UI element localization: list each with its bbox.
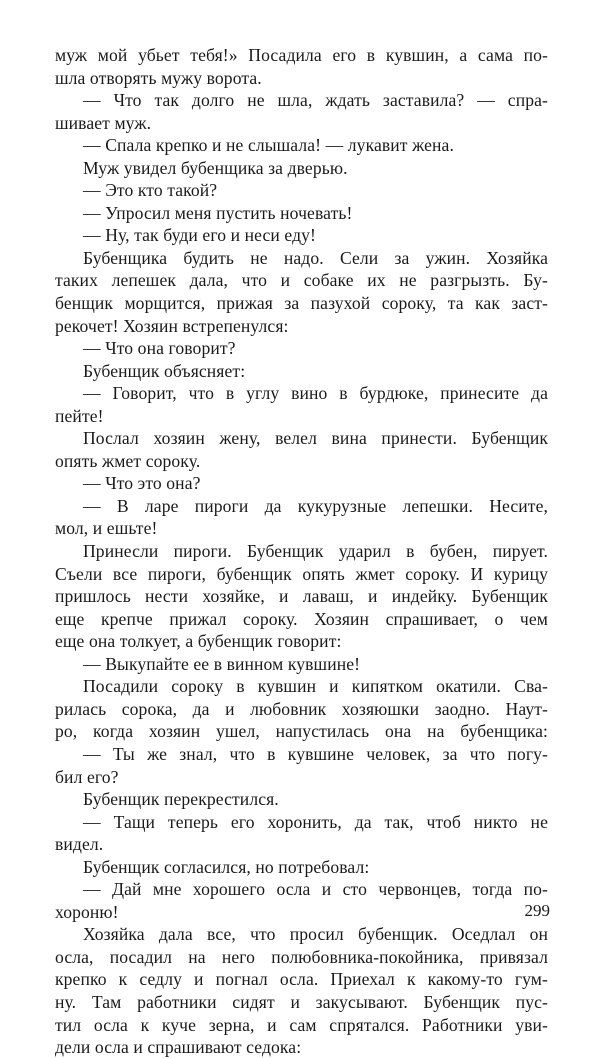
text-line: ро, когда хозяин ушел, напустилась она на бубенщика: (55, 721, 548, 742)
text-line: Бубенщик перекрестился. (83, 789, 279, 810)
text-line: опять жмет сороку. (55, 450, 201, 471)
text-line: — Упросил меня пустить ночевать! (83, 202, 353, 223)
text-line: Бубенщика будить не надо. Сели за ужин. Хозяйка (83, 247, 548, 268)
text-line: крепко к седлу и погнал осла. Приехал к какому-то гум- (55, 969, 548, 990)
text-line: Посадили сороку в кувшин и кипятком окатили. Сва- (83, 676, 548, 697)
text-line: — В ларе пироги да кукурузные лепешки. Несите, (83, 495, 548, 516)
text-line: — Говорит, что в углу вино в бурдюке, принесите да (83, 383, 548, 404)
text-line: видел. (55, 834, 104, 855)
text-line: хороню! (55, 901, 119, 922)
text-line: — Выкупайте ее в винном кувшине! (83, 653, 361, 674)
text-line: Принесли пироги. Бубенщик ударил в бубен, пирует. (83, 541, 548, 562)
text-line: Бубенщик согласился, но потребовал: (83, 856, 370, 877)
text-line: пейте! (55, 405, 104, 426)
text-line: шивает муж. (55, 112, 152, 133)
text-line: бенщик морщится, прижая за пазухой сороку, та как заст- (55, 293, 548, 314)
text-line: — Дай мне хорошего осла и сто червонцев, тогда по- (83, 879, 548, 900)
text-line: ну. Там работники сидят и закусывают. Бубенщик пус- (55, 991, 548, 1012)
page-number: 299 (524, 901, 550, 920)
text-line: Бубенщик объясняет: (83, 360, 246, 381)
text-line: тил осла к куче зерна, и сам спрятался. Работники уви- (55, 1014, 548, 1035)
text-line: муж мой убьет тебя!» Посадила его в кувшин, а сама по- (55, 45, 548, 65)
text-line: пришлось нести хозяйке, и лаваш, и индейку. Бубенщик (55, 586, 548, 607)
book-page-text (55, 44, 548, 1059)
text-line: Послал хозяин жену, велел вина принести. Бубенщик (83, 428, 548, 449)
text-line: мол, и ешьте! (55, 518, 158, 539)
text-line: таких лепешек дала, что и собаке их не разгрызть. Бу- (55, 270, 548, 291)
text-line: — Что это она? (83, 473, 201, 494)
text-line: — Тащи теперь его хоронить, да так, чтоб никто не (83, 811, 548, 832)
text-line: рилась сорока, да и любовник хозяюшки заодно. Наут- (55, 698, 548, 719)
text-line: Съели все пироги, бубенщик опять жмет сороку. И курицу (55, 563, 548, 584)
text-line: — Это кто такой? (83, 180, 218, 201)
text-line: — Спала крепко и не слышала! — лукавит жена. (83, 135, 454, 156)
text-line: шла отворять мужу ворота. (55, 67, 262, 88)
text-line: бил его? (55, 766, 119, 787)
text-line: — Ну, так буди его и неси еду! (83, 225, 316, 246)
text-line: — Ты же знал, что в кувшине человек, за что погу- (83, 743, 548, 764)
text-line: Муж увидел бубенщика за дверью. (83, 157, 348, 178)
text-line: — Что так долго не шла, ждать заставила? — спра- (83, 90, 548, 111)
text-line: Хозяйка дала все, что просил бубенщик. Оседлал он (83, 924, 548, 945)
text-line: дели осла и спрашивают седока: (55, 1037, 302, 1058)
text-line: осла, посадил на него полюбовника-покойника, привязал (55, 946, 548, 967)
text-line: рекочет! Хозяин встрепенулся: (55, 315, 289, 336)
text-line: еще крепче прижал сороку. Хозяин спрашивает, о чем (55, 608, 548, 629)
text-line: еще она толкует, а бубенщик говорит: (55, 631, 342, 652)
text-line: — Что она говорит? (83, 338, 236, 359)
